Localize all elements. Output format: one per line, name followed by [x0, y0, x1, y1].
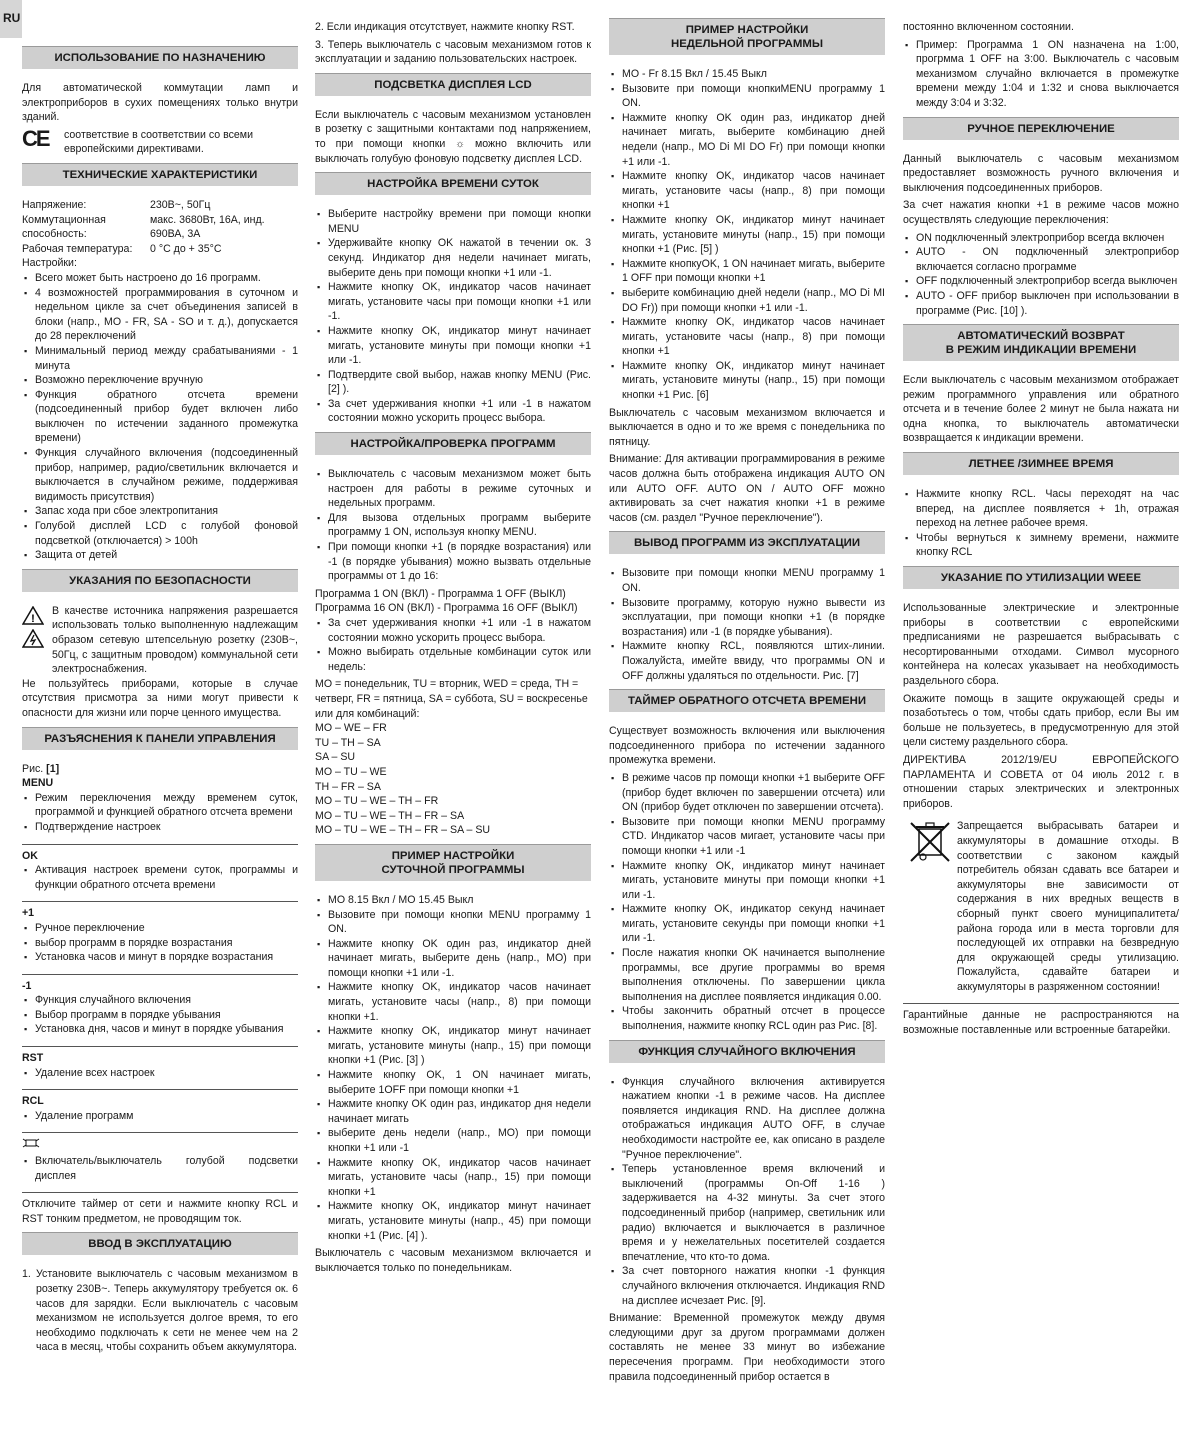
list-item: ▪ Вызовите при помощи кнопки MENU программу 1 ON. [609, 566, 885, 595]
list-item: ▪ Установка часов и минут в порядке возрастания [22, 950, 298, 965]
battery-disposal [903, 819, 1179, 994]
list-item: ▪ Вызовите при помощи кнопкиMENU программу 1 ON. [609, 82, 885, 111]
list-item: ▪ Выберите настройку времени при помощи кнопки MENU [315, 207, 591, 236]
column-3 [609, 0, 885, 1387]
list-item: ▪ Нажмите кнопку OK, индикатор часов начинает мигать, установите часы (напр., 8) при помощи кнопки +1. [315, 980, 591, 1024]
electric-hazard-icon [22, 629, 44, 648]
section-header-countdown: ТАЙМЕР ОБРАТНОГО ОТСЧЕТА ВРЕМЕНИ [609, 689, 885, 712]
weekly-note: Выключатель с часовым механизмом включается и выключается в одно и то же время с понедельника по пятницу. [609, 406, 885, 448]
list-item: ▪ Вызовите при помощи кнопки MENU программу CTD. Индикатор часов мигает, установите часы при помощи кнопки +1 или -1 [609, 815, 885, 859]
list-item: ▪ За счет удерживания кнопки +1 или -1 в нажатом состоянии можно ускорить процесс выбора. [315, 616, 591, 645]
list-item: ▪ Установка дня, часов и минут в порядке убывания [22, 1022, 298, 1037]
list-item: ▪ Можно выбирать отдельные комбинации суток или недель: [315, 645, 591, 674]
section-header-random: ФУНКЦИЯ СЛУЧАЙНОГО ВКЛЮЧЕНИЯ [609, 1040, 885, 1063]
section-header-panel: РАЗЪЯСНЕНИЯ К ПАНЕЛИ УПРАВЛЕНИЯ [22, 727, 298, 750]
list-item: ▪ MO - Fr 8.15 Вкл / 15.45 Выкл [609, 67, 885, 82]
spec-voltage: Напряжение: 230В~, 50Гц [22, 198, 211, 211]
section-header-startup: ВВОД В ЭКСПЛУАТАЦИЮ [22, 1232, 298, 1255]
list-item: ▪ Функция случайного включения [22, 993, 298, 1008]
spec-settings-label: Настройки: [22, 257, 77, 270]
list-item: ▪ Режим переключения между временем суток, программой и функцией обратного отсчета времени [22, 791, 298, 820]
key-minus1: -1 [22, 979, 32, 992]
list-item: ▪ Чтобы вернуться к зимнему времени, нажмите кнопку RCL [903, 531, 1179, 560]
section-header-specs: ТЕХНИЧЕСКИЕ ХАРАКТЕРИСТИКИ [22, 163, 298, 186]
reset-note: Отключите таймер от сети и нажмите кнопку RCL и RST тонким предметом, не проводящим ток. [22, 1198, 298, 1225]
list-item: ▪ Ручное переключение [22, 921, 298, 936]
section-header-time-setting: НАСТРОЙКА ВРЕМЕНИ СУТОК [315, 172, 591, 195]
section-header-autoreturn: АВТОМАТИЧЕСКИЙ ВОЗВРАТ В РЕЖИМ ИНДИКАЦИИ ВРЕМЕНИ [903, 324, 1179, 361]
list-item: ▪ выберите комбинацию дней недели (напр., MO Di MI DO Fr)) при помощи кнопки +1 или -1. [609, 286, 885, 315]
startup-step-2: 2. Если индикация отсутствует, нажмите кнопку RST. [315, 21, 575, 33]
list-item: ▪ Удаление программ [22, 1109, 298, 1124]
column-2 [315, 0, 591, 1278]
spec-temperature: Рабочая температура: 0 °C до + 35°C [22, 242, 222, 255]
list-item: ▪ Вызовите программу, которую нужно вывести из эксплуатации, при помощи кнопки +1 (в порядке возрастания) или -1 (в порядке убывания). [609, 596, 885, 640]
key-menu: MENU [22, 777, 54, 790]
list-item: ▪ Нажмите кнопку RCL, появляются штих-линии. Пожалуйста, имейте ввиду, что программы ON и OFF должны удаляться по отдельности. Рис. [7] [609, 639, 885, 683]
spec-switching: Коммутационная способность: макс. 3680Вт, 16А, инд. 690ВА, 3А [22, 213, 265, 241]
list-item: ▪ Активация настроек времени суток, программы и функции обратного отсчета времени [22, 863, 298, 892]
program-lines: Программа 1 ON (ВКЛ) - Программа 1 OFF (ВЫКЛ) Программа 16 ON (ВКЛ) - Программа 16 OFF (ВЫКЛ) [315, 587, 578, 615]
column-1 [22, 0, 298, 1358]
list-item: ▪ Нажмите кнопку OK, индикатор часов начинает мигать, установите часы (напр., 8) при помощи кнопки +1 [609, 315, 885, 359]
list-item: ▪ За счет повторного нажатия кнопки -1 функция случайного включения отключается. Индикация RND на дисплее исчезает Рис. [9]. [609, 1264, 885, 1308]
list-item: ▪ Нажмите кнопку OK, индикатор часов начинает мигать, установите часы (напр., 8) при помощи кнопки +1 [609, 169, 885, 213]
section-header-backlight: ПОДСВЕТКА ДИСПЛЕЯ LCD [315, 73, 591, 96]
list-item: ▪ Нажмите кнопку OK, индикатор минут начинает мигать, установите минуты (напр., 15) при помощи кнопки +1 (Рис. [3] ) [315, 1024, 591, 1068]
random-attention: Внимание: Временной промежуток между двумя следующими друг за другом программами должен составлять не менее 33 минут во избежание пересечения программ. При необходимости этого правила подсоединенный прибор остается в [609, 1312, 885, 1383]
autoreturn-text: Если выключатель с часовым механизмом отображает режим программного управления или обратного отсчета и в течение более 2 минут не была нажата ни одна кнопка, то выключатель автоматически возвращается к индикации времени. [903, 374, 1179, 445]
ce-conformity [22, 125, 298, 157]
list-item: ▪ ON подключенный электроприбор всегда включен [903, 231, 1179, 246]
list-item: ▪ Нажмите кнопку RCL. Часы переходят на час вперед, на дисплее появляется + 1h, отражая переход на летнее рабочее время. [903, 487, 1179, 531]
list-item: ▪ Вызовите при помощи кнопки MENU программу 1 ON. [315, 908, 591, 937]
section-header-daily-example: ПРИМЕР НАСТРОЙКИ СУТОЧНОЙ ПРОГРАММЫ [315, 844, 591, 881]
list-item: ▪ При помощи кнопки +1 (в порядке возрастания) или -1 (в порядке убывания) можно вызвать отдельные программы от 1 до 16: [315, 540, 591, 584]
random-continued: постоянно включенном состоянии. [903, 21, 1074, 33]
list-item: ▪ Функция обратного отсчета времени (подсоединенный прибор будет включен либо выключен по истечении заданного промежутка времени) [22, 388, 298, 446]
key-plus1: +1 [22, 907, 35, 920]
safety-text-1: В качестве источника напряжения разрешается использовать только выполненную надлежащим образом сетевую штепсельную розетку (230В~, 50Гц, с защитным проводом) коммунальной сети электроснабжения. [52, 604, 298, 676]
backlight-text: Если выключатель с часовым механизмом установлен в розетку с защитными контактами под напряжением, то при помощи кнопки ☼ можно включить или выключать голубую фоновую подсветку дисплея LCD. [315, 108, 591, 165]
manual-text-1: Данный выключатель с часовым механизмом предоставляет возможность ручного включения и выключения подсоединенных приборов. [903, 152, 1179, 194]
section-header-weekly-example: ПРИМЕР НАСТРОЙКИ НЕДЕЛЬНОЙ ПРОГРАММЫ [609, 18, 885, 55]
list-item: ▪ За счет удерживания кнопки +1 или -1 в нажатом состоянии можно ускорить процесс выбора. [315, 397, 591, 426]
list-item: ▪ В режиме часов пр помощи кнопки +1 выберите OFF (прибор будет включен по завершении отсчета) или ON (прибор будет отключен по завершении отсчета). [609, 771, 885, 815]
section-header-safety: УКАЗАНИЯ ПО БЕЗОПАСНОСТИ [22, 569, 298, 592]
list-item: ▪ После нажатия кнопки OK начинается выполнение программы, все другие программы во время выполнения отключены. По завершении цикла выполнения на дисплее появляется индикация 0.00. [609, 946, 885, 1004]
list-item: 1. Установите выключатель с часовым механизмом в розетку 230В~. Теперь аккумулятору требуется ок. 6 часов для зарядки. Если выключатель с часовым механизмом не используется долгое время, то его необходимо подключать к сети не менее чем на 2 часа в месяц, чтобы сохранить объем аккумулятора. [22, 1268, 298, 1354]
purpose-text: Для автоматической коммутации ламп и электроприборов в сухих помещениях только внутри зданий. [22, 82, 298, 124]
language-tab: RU [0, 0, 22, 38]
list-item: ▪ Всего может быть настроено до 16 программ. [22, 271, 298, 286]
list-item: ▪ AUTO - ON подключенный электроприбор включается согласно программе [903, 245, 1179, 274]
startup-step-3: 3. Теперь выключатель с часовым механизмом готов к эксплуатации и заданию пользовательских настроек. [315, 38, 591, 66]
list-item: ▪ Нажмите кнопку OK один раз, индикатор дней начинает мигать, выберите день (напр., MO) при помощи кнопки +1 или -1. [315, 937, 591, 981]
list-item: ▪ Нажмите кнопку OK, индикатор минут начинает мигать, установите минуты при помощи кнопки +1 или -1. [315, 324, 591, 368]
daily-note: Выключатель с часовым механизмом включается и выключается только по понедельникам. [315, 1247, 591, 1274]
key-ok: OK [22, 849, 38, 862]
list-item: ▪ AUTO - OFF прибор выключен при использовании в программе (Рис. [10] ). [903, 289, 1179, 318]
list-item: ▪ выберите день недели (напр., MO) при помощи кнопки +1 или -1 [315, 1126, 591, 1155]
list-item: ▪ Чтобы закончить обратный отсчет в процессе выполнения, нажмите кнопку RCL один раз Рис. [8]. [609, 1004, 885, 1033]
list-item: ▪ 4 возможностей программирования в суточном и недельном цикле за счет объединения записей в блоки (напр., MO - FR, SA - SO и т. д.), допускается до 28 переключений [22, 286, 298, 344]
list-item: ▪ Нажмите кнопку OK, индикатор минут начинает мигать, установите минуты (напр., 15) при помощи кнопки +1 Рис. [6] [609, 359, 885, 403]
list-item: ▪ Нажмите кнопку OK, индикатор часов начинает мигать, установите часы (напр., 15) при помощи кнопки +1 [315, 1156, 591, 1200]
list-item: ▪ Нажмите кнопку OK, индикатор часов начинает мигать, установите часы при помощи кнопки +1 или -1. [315, 280, 591, 324]
countdown-text: Существует возможность включения или выключения подсоединенного прибора по истечении заданного промежутка времени. [609, 725, 885, 767]
panel-figure-ref: Рис. [1] [22, 762, 60, 775]
ce-mark-icon: CE [22, 125, 49, 151]
warranty-text: Гарантийные данные не распространяются на возможные поставленные или встроенные батарейки. [903, 1009, 1179, 1037]
section-header-deactivate: ВЫВОД ПРОГРАММ ИЗ ЭКСПЛУАТАЦИИ [609, 531, 885, 554]
list-item: ▪ Нажмите кнопку OK один раз, индикатор дней начинает мигать, выберите комбинацию дней недели (напр., MO Di MI DO Fr) при помощи кнопки +1 или -1. [609, 111, 885, 169]
battery-text: Запрещается выбрасывать батареи и аккумуляторы в домашние отходы. В соответствии с законом каждый потребитель обязан сдавать все батареи и аккумуляторы вне зависимости от содержания в них вредных веществ в сборный пункт своего муниципалитета/ района города или в места торговли для последующей их отправки на безвредную для окружающей среды утилизацию. Пожалуйста, сдавайте батареи и аккумуляторы в разряженном состоянии! [957, 820, 1179, 993]
weee-text-3: ДИРЕКТИВА 2012/19/EU ЕВРОПЕЙСКОГО ПАРЛАМЕНТА И СОВЕТА от 04 июль 2012 г. в отношении старых электрических и электронных приборов. [903, 753, 1179, 810]
safety-warning [22, 604, 298, 677]
list-item: ▪ Нажмите кнопку OK, индикатор минут начинает мигать, установите минуты при помощи кнопки +1 или -1. [609, 859, 885, 903]
list-item: ▪ Защита от детей [22, 548, 298, 563]
list-item: ▪ Пример: Программа 1 ON назначена на 1:00, прогрмма 1 OFF на 3:00. Выключатель с часовым механизмом случайно включается в промежутке времени между 1:04 и 1:32 и снова выключается между 3:04 и 3:32. [903, 38, 1179, 111]
list-item: ▪ Функция случайного включения активируется нажатием кнопки -1 в режиме часов. На дисплее появляется индикация RND. На дисплее должна отображаться индикация AUTO OFF, в случае необходимости настройте ее, как описано в разделе "Ручное переключение". [609, 1075, 885, 1163]
crossed-bin-icon [903, 819, 957, 865]
section-header-purpose: ИСПОЛЬЗОВАНИЕ ПО НАЗНАЧЕНИЮ [22, 46, 298, 69]
section-header-programs: НАСТРОЙКА/ПРОВЕРКА ПРОГРАММ [315, 432, 591, 455]
svg-text:!: ! [31, 612, 35, 625]
list-item: ▪ Нажмите кнопку OK, индикатор минут начинает мигать, установите минуты (напр., 15) при помощи кнопки +1 (Рис. [5] ) [609, 213, 885, 257]
list-item: ▪ Возможно переключение вручную [22, 373, 298, 388]
list-item: ▪ Запас хода при сбое электропитания [22, 504, 298, 519]
list-item: ▪ Минимальный период между срабатываниями - 1 минута [22, 344, 298, 373]
list-item: ▪ Удаление всех настроек [22, 1066, 298, 1081]
list-item: ▪ выбор программ в порядке возрастания [22, 936, 298, 951]
list-item: ▪ Подтверждение настроек [22, 820, 298, 835]
section-header-weee: УКАЗАНИЕ ПО УТИЛИЗАЦИИ WEEE [903, 566, 1179, 589]
key-rcl: RCL [22, 1095, 44, 1108]
list-item: ▪ Для вызова отдельных программ выберите программу 1 ON, используя кнопку MENU. [315, 511, 591, 540]
list-item: ▪ Подтвердите свой выбор, нажав кнопку MENU (Рис. [2] ). [315, 368, 591, 397]
list-item: ▪ Нажмите кнопкуOK, 1 ON начинает мигать, выберите 1 OFF при помощи кнопки +1 [609, 257, 885, 286]
spec-list [22, 271, 298, 563]
list-item: ▪ Выбор программ в порядке убывания [22, 1008, 298, 1023]
column-4 [903, 0, 1179, 1041]
list-item: ▪ Нажмите кнопку OK один раз, индикатор дня недели начинает мигать [315, 1097, 591, 1126]
list-item: ▪ Нажмите кнопку OK, индикатор минут начинает мигать, установите минуты (напр., 45) при помощи кнопки +1 (Рис. [4] ). [315, 1199, 591, 1243]
list-item: ▪ Голубой дисплей LCD с голубой фоновой подсветкой (отключается) > 100h [22, 519, 298, 548]
manual-text-2: За счет нажатия кнопки +1 в режиме часов можно осуществлять следующие переключения: [903, 199, 1179, 226]
weee-text-2: Окажите помощь в защите окружающей среды и позаботьтесь о том, чтобы сдать прибор, если Вы им больше не пользуетесь, в предусмотренную для этой цели систему раздельного сбора. [903, 692, 1179, 749]
ce-text: соответствие в соответствии со всеми европейскими директивами. [64, 128, 254, 156]
warning-triangle-icon [22, 606, 44, 625]
list-item: ▪ Нажмите кнопку OK, индикатор секунд начинает мигать, установите секунды при помощи кнопки +1 или -1. [609, 902, 885, 946]
list-item: ▪ Включатель/выключатель голубой подсветки дисплея [22, 1154, 298, 1183]
section-header-dst: ЛЕТНЕЕ /ЗИМНЕЕ ВРЕМЯ [903, 452, 1179, 475]
list-item: ▪ OFF подключенный электроприбор всегда выключен [903, 274, 1179, 289]
weekly-attention: Внимание: Для активации программирования в режиме часов должна быть отображена индикация AUTO ON или AUTO OFF. AUTO ON / AUTO OFF можно активировать за счет нажатия кнопки +1 в режиме часов (см. раздел "Ручное переключение"). [609, 453, 885, 524]
safety-text-2: Не пользуйтесь приборами, которые в случае отсутствия присмотра за ними могут привести к опасности для жизни или порче ценного имущества. [22, 677, 298, 719]
list-item: ▪ MO 8.15 Вкл / MO 15.45 Выкл [315, 893, 591, 908]
section-header-manual: РУЧНОЕ ПЕРЕКЛЮЧЕНИЕ [903, 117, 1179, 140]
list-item: ▪ Выключатель с часовым механизмом может быть настроен для работы в режиме суточных и недельных программ. [315, 467, 591, 511]
list-item: ▪ Нажмите кнопку OK, 1 ON начинает мигать, выберите 1OFF при помощи кнопки +1 [315, 1068, 591, 1097]
list-item: ▪ Удерживайте кнопку OK нажатой в течении ок. 3 секунд. Индикатор дня недели начинает мигать, выберите день при помощи кнопки +1 или -1. [315, 236, 591, 280]
weee-text-1: Использованные электрические и электронные приборы в соответствии с европейскими предписаниями не разрешается выбрасывать с несортированными отходами. Символ мусорного контейнера на колесах указывает на необходимость раздельного сбора. [903, 602, 1179, 687]
day-combinations: MO = понедельник, TU = вторник, WED = среда, TH = четверг, FR = пятница, SA = суббота, SU = воскресенье или для комбинаций: MO – WE – FR TU – TH – SA SA – SU MO – TU – WE TH – FR – SA MO – TU – WE – TH – FR MO – TU – WE – TH – FR – SA MO – TU – WE – TH – FR – SA – SU [315, 678, 588, 837]
key-rst: RST [22, 1052, 44, 1065]
list-item: ▪ Функция случайного включения (подсоединенный прибор, например, радио/светильник включается и выключается в случайном режиме, поддерживая видимость присутствия) [22, 446, 298, 504]
backlight-icon [22, 1137, 40, 1149]
list-item: ▪ Теперь установленное время включений и выключений (программы On-Off 1-16 ) задерживается на 4-32 минуты. За счет этого подсоединенный прибор (например, светильник или радио) включается и выключается в различное время и у нежелательных посетителей создается впечатление, что кто-то дома. [609, 1162, 885, 1264]
